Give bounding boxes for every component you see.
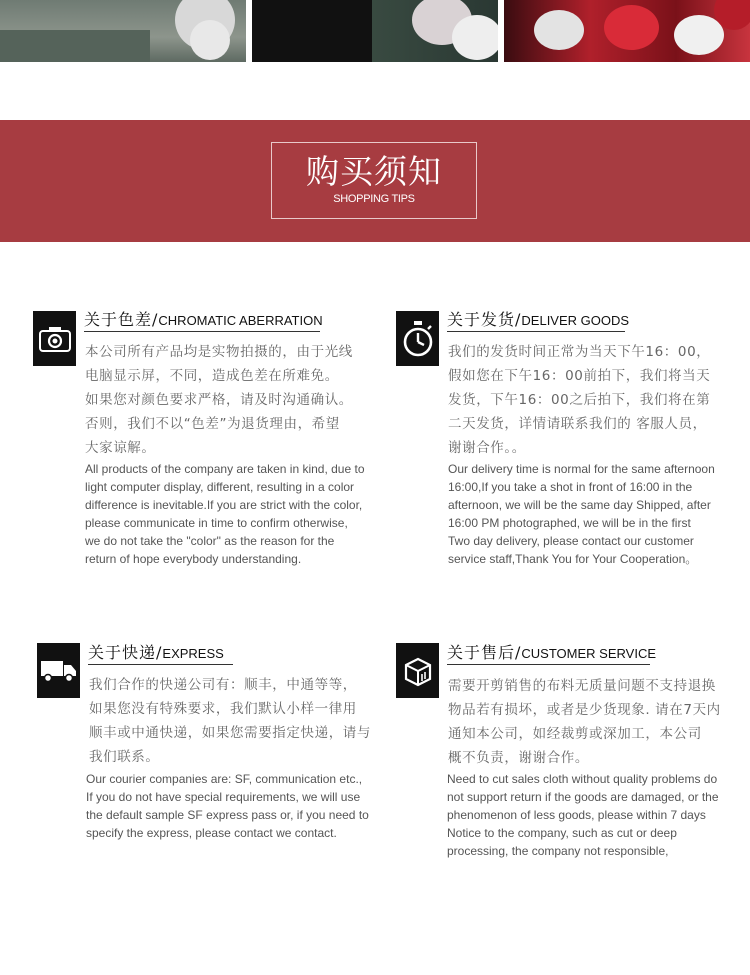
cn-line: 如果您没有特殊要求，我们默认小样一律用 <box>89 701 357 717</box>
warehouse-photo-1 <box>0 0 246 62</box>
cn-line: 本公司所有产品均是实物拍摄的，由于光线 <box>85 344 353 360</box>
cn-line: 如果您对颜色要求严格，请及时沟通确认。 <box>85 392 353 408</box>
cn-line: 假如您在下午16：00前拍下，我们将当天 <box>448 368 711 384</box>
warehouse-photo-2 <box>252 0 498 62</box>
en-line: return of hope everybody understanding. <box>85 552 302 566</box>
en-line: Need to cut sales cloth without quality problems do <box>447 772 718 786</box>
en-line: specify the express, please contact we contact. <box>86 826 337 840</box>
section-heading <box>447 640 657 665</box>
en-line: Our delivery time is normal for the same afternoon <box>448 462 715 476</box>
cn-line: 电脑显示屏，不同，造成色差在所难免。 <box>85 368 339 384</box>
cn-line: 否则，我们不以“色差”为退货理由，希望 <box>85 416 340 432</box>
section-cn-text <box>448 340 743 460</box>
section-en-text <box>86 770 386 842</box>
en-line: Two day delivery, please contact our customer <box>448 534 694 548</box>
cn-line: 通知本公司，如经裁剪或深加工，本公司 <box>448 726 702 742</box>
section-cn-text <box>85 340 375 460</box>
heading-en: EXPRESS <box>162 646 224 661</box>
en-line: 16:00 PM photographed, we will be in the first <box>448 516 691 530</box>
section-en-text <box>85 460 385 568</box>
en-line: the default sample SF express pass or, if you need to <box>86 808 369 822</box>
heading-cn: 关于快递/ <box>88 643 163 662</box>
camera-icon <box>33 311 76 366</box>
banner-subtitle: SHOPPING TIPS <box>333 193 415 205</box>
en-line: 16:00,If you take a shot in front of 16:00 in the <box>448 480 693 494</box>
en-line: All products of the company are taken in kind, due to <box>85 462 365 476</box>
section-heading <box>88 640 233 665</box>
banner-title: 购买须知 <box>306 152 442 191</box>
en-line: If you do not have special requirements, we will use <box>86 790 361 804</box>
en-line: afternoon, we will be the same day Shipped, after <box>448 498 711 512</box>
cn-line: 需要开剪销售的布料无质量问题不支持退换 <box>448 678 716 694</box>
en-line: phenomenon of less goods, please within 7 days <box>447 808 706 822</box>
stopwatch-icon <box>396 311 439 366</box>
cn-line: 二天发货，详情请联系我们的 客服人员， <box>448 416 707 432</box>
cn-line: 物品若有损坏，或者是少货现象. 请在7天内 <box>448 702 721 718</box>
en-line: service staff,Thank You for Your Cooperation。 <box>448 552 698 566</box>
en-line: we do not take the "color" as the reason for the <box>85 534 335 548</box>
heading-cn: 关于售后/ <box>447 643 522 662</box>
section-en-text <box>448 460 743 568</box>
en-line: Our courier companies are: SF, communication etc., <box>86 772 363 786</box>
heading-en: CHROMATIC ABERRATION <box>158 313 323 328</box>
en-line: light computer display, different, resulting in a color <box>85 480 355 494</box>
en-line: difference is inevitable.If you are strict with the color, <box>85 498 363 512</box>
shopping-tips-banner <box>0 120 750 242</box>
heading-cn: 关于发货/ <box>447 310 522 329</box>
fabric-rolls-photo <box>504 0 750 62</box>
heading-en: CUSTOMER SERVICE <box>521 646 657 661</box>
cn-line: 我们联系。 <box>89 749 160 765</box>
top-photo-strip <box>0 0 750 62</box>
en-line: Notice to the company, such as cut or deep <box>447 826 677 840</box>
heading-cn: 关于色差/ <box>84 310 159 329</box>
section-heading <box>84 307 323 332</box>
en-line: please communicate in time to confirm otherwise, <box>85 516 348 530</box>
en-line: processing, the company not responsible, <box>447 844 669 858</box>
banner-frame <box>271 142 477 219</box>
cn-line: 顺丰或中通快递，如果您需要指定快递，请与 <box>89 725 371 741</box>
cn-line: 发货，下午16：00之后拍下，我们将在第 <box>448 392 711 408</box>
cn-line: 我们合作的快递公司有：顺丰，中通等等， <box>89 677 357 693</box>
section-cn-text <box>448 674 748 770</box>
en-line: not support return if the goods are damaged, or the <box>447 790 719 804</box>
section-heading <box>447 307 630 332</box>
section-en-text <box>447 770 747 867</box>
cn-line: 我们的发货时间正常为当天下午16：00， <box>448 344 711 360</box>
section-cn-text <box>89 673 389 769</box>
cn-line: 大家谅解。 <box>85 440 156 456</box>
cn-line: 概不负责，谢谢合作。 <box>448 750 589 766</box>
box-icon <box>396 643 439 698</box>
cn-line: 谢谢合作。。 <box>448 440 526 456</box>
truck-icon <box>37 643 80 698</box>
heading-en: DELIVER GOODS <box>521 313 630 328</box>
